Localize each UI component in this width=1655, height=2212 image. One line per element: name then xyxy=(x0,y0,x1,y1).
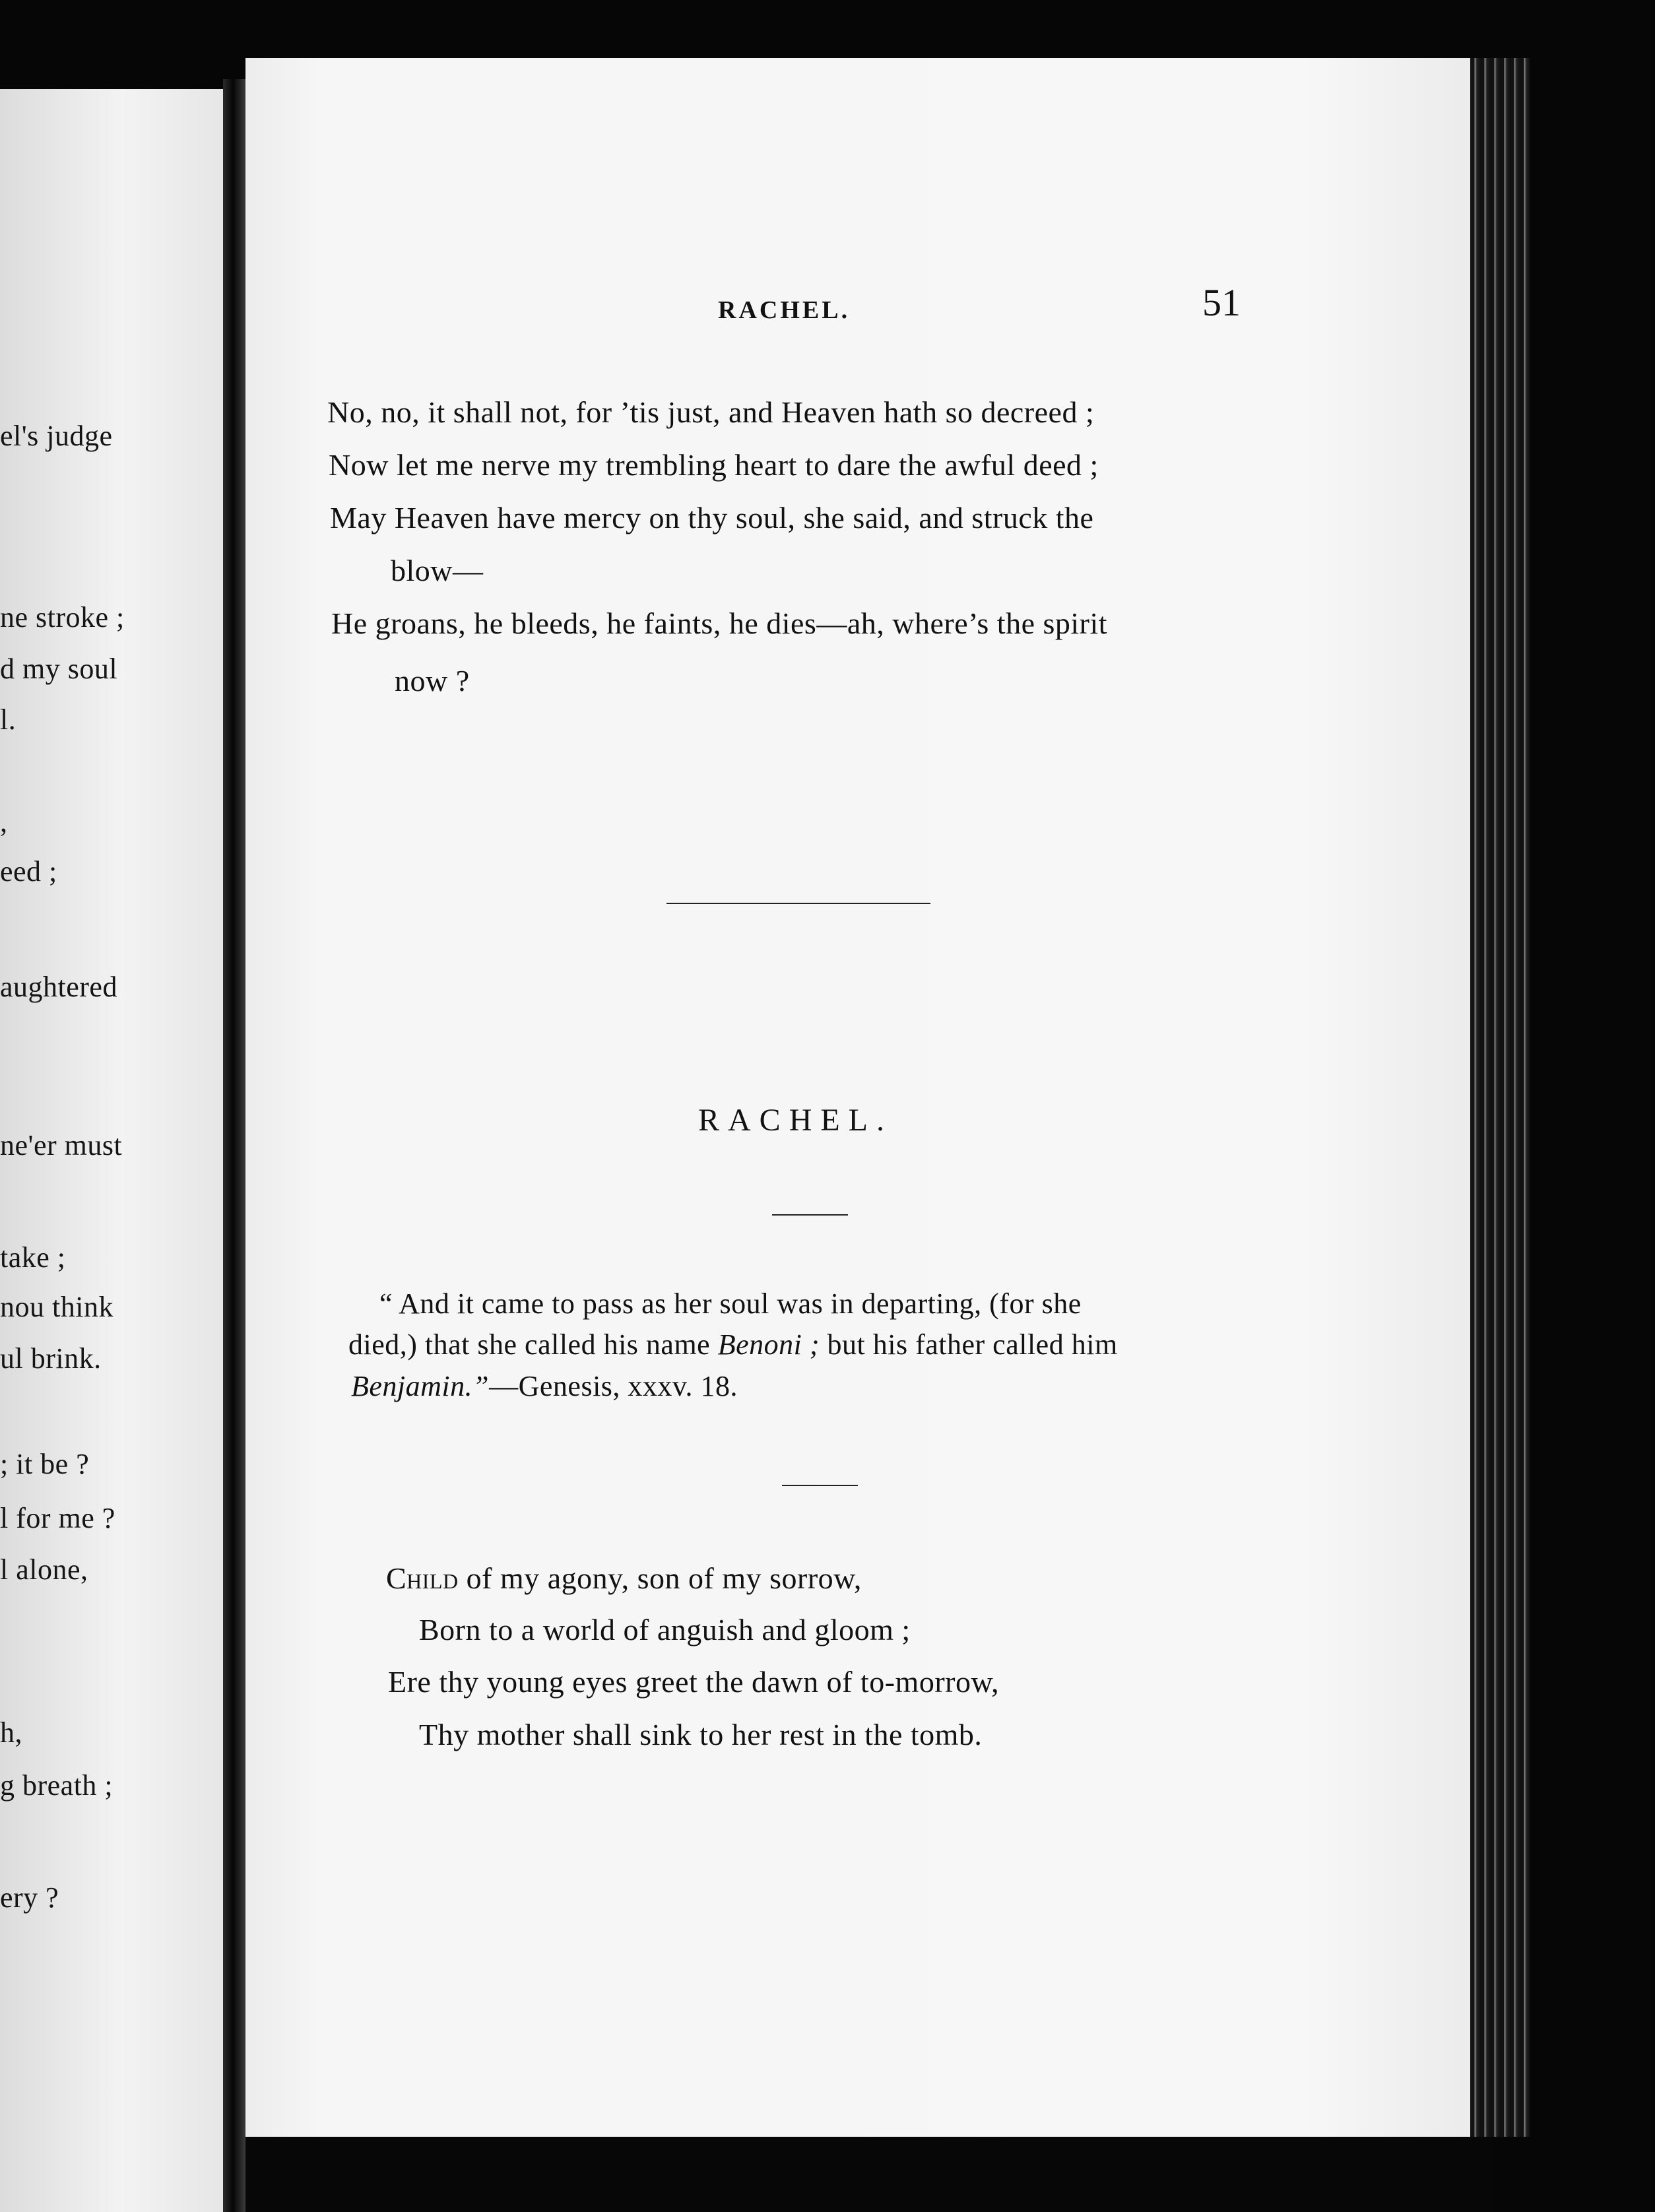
left-fragment: l. xyxy=(0,703,16,736)
section-divider xyxy=(666,903,930,904)
left-fragment: eed ; xyxy=(0,855,57,888)
left-fragment: ne stroke ; xyxy=(0,601,125,634)
left-fragment: ne'er must xyxy=(0,1129,123,1161)
left-fragment: ; it be ? xyxy=(0,1448,90,1480)
left-fragment: nou think xyxy=(0,1291,114,1323)
poem-line: No, no, it shall not, for ’tis just, and Heaven hath so decreed ; xyxy=(327,395,1095,429)
epigraph-line xyxy=(348,1328,1118,1361)
epigraph-text: but his father called him xyxy=(820,1328,1118,1361)
left-fragment: aughtered xyxy=(0,971,117,1003)
stanza-line: Thy mother shall sink to her rest in the tomb. xyxy=(419,1718,983,1751)
epigraph-citation: —Genesis, xxxv. 18. xyxy=(489,1370,738,1402)
left-fragment: h, xyxy=(0,1716,22,1749)
left-fragment: , xyxy=(0,806,8,838)
left-fragment: l alone, xyxy=(0,1553,88,1586)
epigraph-italic-name: Benoni ; xyxy=(717,1328,820,1361)
page-number: 51 xyxy=(1202,281,1241,324)
title-rule xyxy=(772,1214,848,1216)
stanza-line: Born to a world of anguish and gloom ; xyxy=(419,1613,911,1646)
left-fragment: take ; xyxy=(0,1241,66,1274)
section-title: RACHEL. xyxy=(698,1103,893,1138)
poem-line: Now let me nerve my trembling heart to dare the awful deed ; xyxy=(329,448,1099,482)
stanza-line: Ere thy young eyes greet the dawn of to-morrow, xyxy=(388,1665,1000,1699)
bottom-shadow xyxy=(245,2137,1491,2212)
left-fragment: l for me ? xyxy=(0,1502,115,1534)
poem-line: now ? xyxy=(395,664,470,698)
left-fragment: d my soul xyxy=(0,653,118,685)
book-gutter xyxy=(223,79,245,2212)
epigraph-text: died,) that she called his name xyxy=(348,1328,718,1361)
right-page xyxy=(245,58,1491,2137)
epigraph-line xyxy=(351,1369,738,1403)
left-fragment: el's judge xyxy=(0,420,113,452)
stanza-line xyxy=(386,1561,862,1596)
left-page xyxy=(0,89,223,2212)
stanza-text: of my agony, son of my sorrow, xyxy=(458,1561,862,1595)
epigraph-line: “ And it came to pass as her soul was in departing, (for she xyxy=(379,1287,1082,1320)
left-fragment: ul brink. xyxy=(0,1342,102,1375)
stanza-first-word: Child xyxy=(386,1561,459,1595)
left-fragment: ery ? xyxy=(0,1881,59,1914)
epigraph-italic-name: Benjamin.” xyxy=(351,1370,490,1402)
poem-line: blow— xyxy=(391,554,484,587)
epigraph-rule xyxy=(782,1485,858,1486)
poem-line: May Heaven have mercy on thy soul, she said, and struck the xyxy=(330,501,1094,535)
poem-line: He groans, he bleeds, he faints, he dies—ah, where’s the spirit xyxy=(331,606,1108,640)
left-fragment: g breath ; xyxy=(0,1769,114,1802)
running-head: RACHEL. xyxy=(718,296,851,324)
page-edges xyxy=(1470,58,1530,2137)
